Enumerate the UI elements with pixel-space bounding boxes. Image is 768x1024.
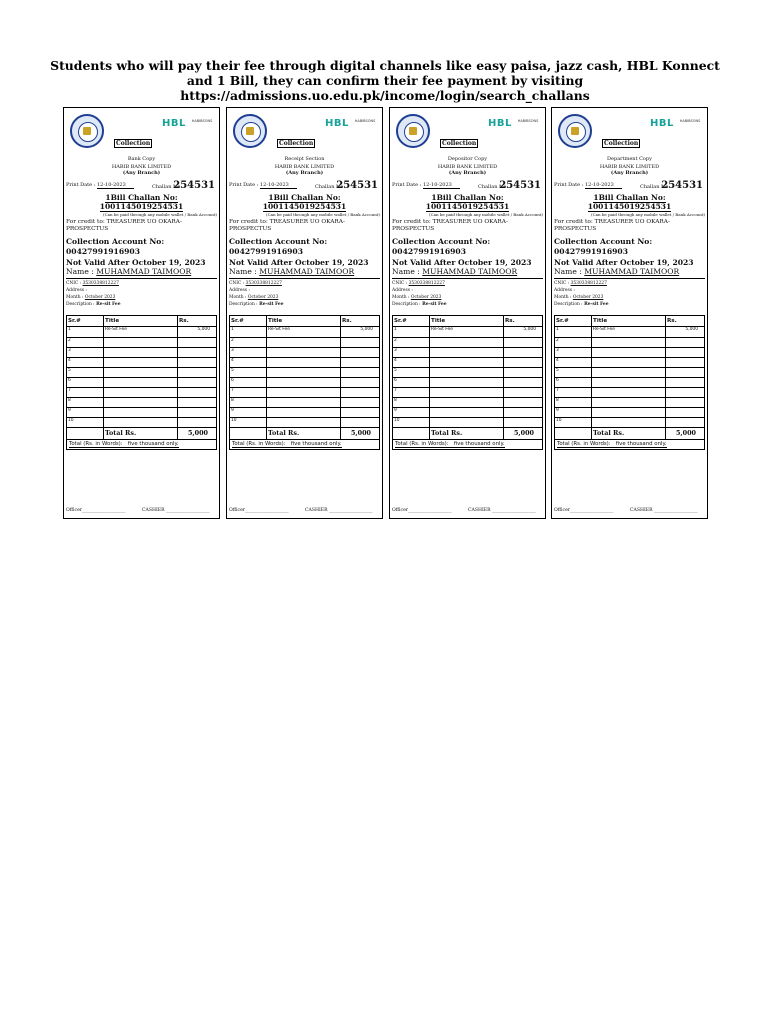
cell-sr: 9 [393,408,430,418]
hbl-tagline: HABIBSONS [679,119,701,123]
table-header-row [393,316,543,327]
cell-sr: 5 [67,367,104,377]
table-row [230,408,380,418]
fee-table [392,315,543,440]
cell-title [267,367,341,377]
cell-title [430,337,504,347]
cell-title [267,387,341,397]
col-sr: Sr.# [230,316,267,327]
collection-account: Collection Account No: 00427991916903 [554,237,653,256]
cell-sr: 6 [67,377,104,387]
cell-title [430,398,504,408]
cell-sr: 3 [67,347,104,357]
col-title: Title [104,316,178,327]
table-row [555,398,705,408]
student-name: Name : MUHAMMAD TAIMOOR [554,268,705,279]
hbl-tagline: HABIBSONS [354,119,376,123]
table-row [67,367,217,377]
cell-title [104,337,178,347]
amount-in-words: Total (Rs. in Words): five thousand only. [554,440,705,450]
cell-sr: 1 [393,327,430,337]
month-row: Month : October 2023 [66,295,116,301]
cell-title [104,377,178,387]
cell-amount [341,418,380,428]
cell-sr: 6 [230,377,267,387]
table-row [230,347,380,357]
cell-title [267,347,341,357]
challan-no: 254531 [336,180,378,192]
table-row [67,327,217,337]
cell-sr: 4 [555,357,592,367]
description-row: Description : Re-sit Fee [66,302,121,308]
table-row [230,387,380,397]
table-row [393,337,543,347]
cell-amount [504,398,543,408]
table-row [393,408,543,418]
table-row [67,357,217,367]
table-row [67,387,217,397]
copy-type: Bank Copy [127,156,156,162]
description-row: Description : Re-sit Fee [229,302,284,308]
challan-no: 254531 [661,180,703,192]
challan-no-label: Challan No. [315,184,345,191]
cell-title [267,357,341,367]
challan-copy [551,107,708,519]
bank-name: HABIB BANK LIMITED [111,163,172,170]
cell-sr: 7 [393,387,430,397]
amount-in-words: Total (Rs. in Words): five thousand only. [392,440,543,450]
table-row [555,377,705,387]
student-name: Name : MUHAMMAD TAIMOOR [66,268,217,279]
print-row [229,177,380,193]
cell-amount: 5,000 [178,327,217,337]
print-row [392,177,543,193]
logo-row [66,112,217,152]
officer-signature: Officer___________________ [554,508,614,513]
table-row [555,347,705,357]
cell-title [267,408,341,418]
cell-sr: 9 [67,408,104,418]
cell-amount [504,337,543,347]
print-date: Print Date : 12-10-2023 [554,183,622,189]
total-label: Total Rs. [267,428,341,440]
paid-note: (Can be paid through any mobile wallet / Bank Account) [266,211,380,217]
fee-table [554,315,705,440]
cell-title [592,418,666,428]
cell-title [267,398,341,408]
cell-sr: 8 [230,398,267,408]
branch: (Any Branch) [448,169,487,176]
table-row [230,367,380,377]
valid-until: Not Valid After October 19, 2023 [229,257,369,267]
cnic-row: CNIC : 3530338812227 [229,281,282,287]
cell-amount [341,377,380,387]
officer-signature: Officer___________________ [66,508,126,513]
month-row: Month : October 2023 [229,295,279,301]
cashier-signature: CASHIER ___________________ [468,508,536,513]
cell-title [104,398,178,408]
table-row [230,418,380,428]
cell-amount [666,398,705,408]
cnic-row: CNIC : 3530338812227 [392,281,445,287]
paid-note: (Can be paid through any mobile wallet / Bank Account) [103,211,217,217]
table-row [555,387,705,397]
cell-sr: 8 [67,398,104,408]
month-row: Month : October 2023 [554,295,604,301]
table-row [67,398,217,408]
table-row [555,327,705,337]
bank-name: HABIB BANK LIMITED [599,163,660,170]
hbl-tagline: HABIBSONS [191,119,213,123]
student-name: Name : MUHAMMAD TAIMOOR [392,268,543,279]
cell-sr: 5 [555,367,592,377]
cell-title [430,418,504,428]
col-amount: Rs. [504,316,543,327]
hbl-logo-icon: HBL [325,118,349,129]
table-row [67,377,217,387]
hbl-logo-icon: HBL [488,118,512,129]
bill-challan-no: 1Bill Challan No: 1001145019254531 [99,193,184,211]
cell-amount [178,408,217,418]
print-row [66,177,217,193]
col-amount: Rs. [666,316,705,327]
hbl-logo-icon: HBL [650,118,674,129]
table-row [555,367,705,377]
table-row [230,337,380,347]
cell-sr: 10 [393,418,430,428]
cell-title [430,357,504,367]
university-seal-icon [70,114,104,148]
cell-amount [666,418,705,428]
table-row [393,418,543,428]
cell-amount [666,387,705,397]
col-sr: Sr.# [393,316,430,327]
credit-to: For credit to: TREASURER UO OKARA- PROSPECTUS [554,219,670,233]
col-sr: Sr.# [555,316,592,327]
total-amount: 5,000 [341,428,380,440]
table-row [555,408,705,418]
fee-table [229,315,380,440]
cell-title [267,337,341,347]
cell-title: Re-Sit Fee [104,327,178,337]
total-label: Total Rs. [430,428,504,440]
table-header-row [555,316,705,327]
collection-account: Collection Account No: 00427991916903 [392,237,491,256]
cell-amount [666,367,705,377]
officer-signature: Officer___________________ [229,508,289,513]
table-row [393,367,543,377]
cell-title [104,387,178,397]
credit-to: For credit to: TREASURER UO OKARA- PROSPECTUS [66,219,182,233]
table-row [555,357,705,367]
valid-until: Not Valid After October 19, 2023 [66,257,206,267]
cell-sr: 5 [230,367,267,377]
challan-copy [63,107,220,519]
table-row [67,337,217,347]
cell-title [104,347,178,357]
cell-sr: 4 [393,357,430,367]
cell-amount [666,377,705,387]
logo-row [392,112,543,152]
cell-amount [178,367,217,377]
copy-type: Receipt Section [284,156,325,162]
payment-notice: Students who will pay their fee through digital channels like easy paisa, jazz cash, HBL Konnect and 1 Bill, they can confirm their fee payment by visiting https://admissions.uo.edu.pk/income/login/search_challans [50,58,720,103]
col-amount: Rs. [341,316,380,327]
cell-amount [666,357,705,367]
collection-tag: Collection [116,140,151,147]
challan-no-label: Challan No. [152,184,182,191]
cell-sr: 10 [230,418,267,428]
challan-copy [226,107,383,519]
table-row [230,398,380,408]
cell-amount [178,377,217,387]
cell-title [430,408,504,418]
cell-amount [178,347,217,357]
total-row [230,428,380,440]
cell-amount: 5,000 [504,327,543,337]
table-row [393,387,543,397]
total-label: Total Rs. [104,428,178,440]
cell-amount [178,418,217,428]
cell-title [104,418,178,428]
credit-to: For credit to: TREASURER UO OKARA- PROSPECTUS [392,219,508,233]
valid-until: Not Valid After October 19, 2023 [554,257,694,267]
table-row [393,398,543,408]
cell-amount [341,347,380,357]
cell-sr: 6 [393,377,430,387]
cell-title [104,367,178,377]
table-row [230,327,380,337]
paid-note: (Can be paid through any mobile wallet / Bank Account) [429,211,543,217]
bill-challan-no: 1Bill Challan No: 1001145019254531 [587,193,672,211]
cell-sr: 10 [555,418,592,428]
col-title: Title [267,316,341,327]
table-row [393,327,543,337]
table-row [230,357,380,367]
cell-title [592,357,666,367]
col-title: Title [430,316,504,327]
total-label: Total Rs. [592,428,666,440]
cell-sr: 4 [67,357,104,367]
print-date: Print Date : 12-10-2023 [66,183,134,189]
total-row [393,428,543,440]
cell-title [104,408,178,418]
cell-title [430,377,504,387]
cell-title: Re-Sit Fee [430,327,504,337]
cell-amount [666,337,705,347]
copy-type: Depositor Copy [447,156,488,162]
hbl-tagline: HABIBSONS [517,119,539,123]
cell-amount [504,347,543,357]
cell-sr: 9 [230,408,267,418]
total-row [67,428,217,440]
col-amount: Rs. [178,316,217,327]
cell-title [592,408,666,418]
logo-row [229,112,380,152]
amount-in-words: Total (Rs. in Words): five thousand only. [229,440,380,450]
cell-amount [504,408,543,418]
cell-amount [341,337,380,347]
cell-title [592,337,666,347]
cell-sr: 8 [555,398,592,408]
cell-title [104,357,178,367]
cell-amount [666,347,705,357]
table-row [67,408,217,418]
cell-sr: 8 [393,398,430,408]
fee-table [66,315,217,440]
cell-title [592,387,666,397]
hbl-logo-icon: HBL [162,118,186,129]
cell-title [592,398,666,408]
cell-sr: 3 [555,347,592,357]
cell-sr: 9 [555,408,592,418]
student-name: Name : MUHAMMAD TAIMOOR [229,268,380,279]
table-row [393,347,543,357]
challan-no: 254531 [499,180,541,192]
copy-type: Department Copy [607,156,652,162]
cell-sr: 10 [67,418,104,428]
cell-amount [504,418,543,428]
cell-sr: 7 [555,387,592,397]
paid-note: (Can be paid through any mobile wallet / Bank Account) [591,211,705,217]
cell-amount [504,357,543,367]
bank-name: HABIB BANK LIMITED [437,163,498,170]
bill-challan-no: 1Bill Challan No: 1001145019254531 [262,193,347,211]
collection-account: Collection Account No: 00427991916903 [229,237,328,256]
cell-sr: 5 [393,367,430,377]
print-date: Print Date : 12-10-2023 [392,183,460,189]
description-row: Description : Re-sit Fee [554,302,609,308]
cell-amount: 5,000 [666,327,705,337]
cell-title [430,387,504,397]
bank-name: HABIB BANK LIMITED [274,163,335,170]
cell-sr: 2 [67,337,104,347]
logo-row [554,112,705,152]
total-amount: 5,000 [666,428,705,440]
address-row: Address : [392,288,413,294]
collection-tag: Collection [279,140,314,147]
cell-amount [666,408,705,418]
cell-amount [504,377,543,387]
cell-amount [341,408,380,418]
col-title: Title [592,316,666,327]
cell-title: Re-Sit Fee [592,327,666,337]
print-row [554,177,705,193]
collection-account: Collection Account No: 00427991916903 [66,237,165,256]
cell-sr: 1 [67,327,104,337]
cell-title [592,367,666,377]
table-row [555,418,705,428]
table-row [393,357,543,367]
cell-title: Re-Sit Fee [267,327,341,337]
print-date: Print Date : 12-10-2023 [229,183,297,189]
cell-sr: 1 [230,327,267,337]
col-sr: Sr.# [67,316,104,327]
address-row: Address : [229,288,250,294]
cell-sr: 3 [393,347,430,357]
cell-sr: 2 [393,337,430,347]
challan-no-label: Challan No. [640,184,670,191]
branch: (Any Branch) [122,169,161,176]
cell-amount [178,357,217,367]
cell-sr: 2 [555,337,592,347]
cnic-row: CNIC : 3530338812227 [66,281,119,287]
branch: (Any Branch) [285,169,324,176]
collection-tag: Collection [442,140,477,147]
cell-sr: 7 [230,387,267,397]
cell-amount: 5,000 [341,327,380,337]
credit-to: For credit to: TREASURER UO OKARA- PROSPECTUS [229,219,345,233]
cell-amount [341,357,380,367]
cell-title [430,347,504,357]
cell-sr: 3 [230,347,267,357]
total-row [555,428,705,440]
bill-challan-no: 1Bill Challan No: 1001145019254531 [425,193,510,211]
cell-title [267,418,341,428]
challan-copy [389,107,546,519]
table-header-row [230,316,380,327]
challan-no: 254531 [173,180,215,192]
cell-amount [341,387,380,397]
cell-title [430,367,504,377]
university-seal-icon [396,114,430,148]
total-amount: 5,000 [504,428,543,440]
table-header-row [67,316,217,327]
cell-amount [178,398,217,408]
cell-title [592,377,666,387]
total-amount: 5,000 [178,428,217,440]
cell-amount [341,367,380,377]
description-row: Description : Re-sit Fee [392,302,447,308]
table-row [67,347,217,357]
table-row [555,337,705,347]
cell-sr: 4 [230,357,267,367]
cell-title [592,347,666,357]
officer-signature: Officer___________________ [392,508,452,513]
branch: (Any Branch) [610,169,649,176]
cell-sr: 1 [555,327,592,337]
cell-sr: 2 [230,337,267,347]
amount-in-words: Total (Rs. in Words): five thousand only. [66,440,217,450]
cashier-signature: CASHIER ___________________ [142,508,210,513]
challan-no-label: Challan No. [478,184,508,191]
cell-sr: 6 [555,377,592,387]
address-row: Address : [554,288,575,294]
cashier-signature: CASHIER ___________________ [305,508,373,513]
cashier-signature: CASHIER ___________________ [630,508,698,513]
valid-until: Not Valid After October 19, 2023 [392,257,532,267]
cell-sr: 7 [67,387,104,397]
table-row [67,418,217,428]
cell-amount [178,387,217,397]
collection-tag: Collection [604,140,639,147]
cell-title [267,377,341,387]
cnic-row: CNIC : 3530338812227 [554,281,607,287]
university-seal-icon [558,114,592,148]
cell-amount [341,398,380,408]
cell-amount [504,387,543,397]
table-row [230,377,380,387]
cell-amount [178,337,217,347]
cell-amount [504,367,543,377]
month-row: Month : October 2023 [392,295,442,301]
address-row: Address : [66,288,87,294]
table-row [393,377,543,387]
university-seal-icon [233,114,267,148]
